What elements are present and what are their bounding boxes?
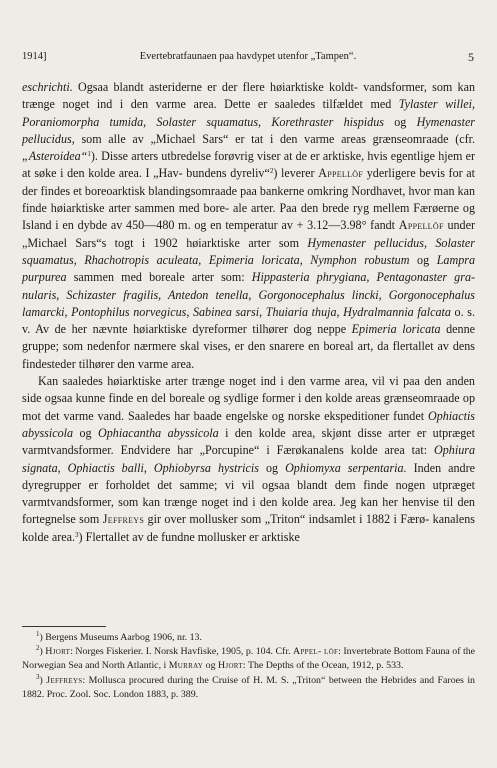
header-running-title: Evertebratfaunaen paa havdypet utenfor „Tampen“. <box>139 51 357 62</box>
text-run: dybde av 450—480 m. og en temperatur av + 3.12—3.98° fandt <box>77 218 396 233</box>
text-run: Nordhavet, hvor man kan finde høiarktiske arter sammen med bore- <box>22 183 476 216</box>
text-run: : The Depths of the Ocean, 1912, p. 533. <box>242 660 404 672</box>
text-run: o. s. v. Av de her nævnte <box>22 304 475 337</box>
text-run: fundet <box>393 408 428 423</box>
text-run: ) leverer <box>273 166 319 181</box>
text-run: har „Porcupine“ i Færøkanalens kolde area tat: <box>177 443 434 458</box>
text-run: Inden andre dyregrupper er forholdet det samme; vi vil ogsaa blandt <box>22 460 476 492</box>
author-name: Appel- <box>293 646 322 658</box>
text-run: gir over mollusker som „Triton“ indsamlet i 1882 i Færø- <box>144 512 430 527</box>
text-run: ). Disse arters utbredelse forøvrig viser at de er <box>90 149 320 164</box>
author-name: Appellöf <box>318 166 364 181</box>
text-run: ) Bergens Museums Aarbog 1906, nr. 13. <box>39 632 202 643</box>
text-run: eschrichti. <box>22 80 73 94</box>
footnote-3 <box>22 674 475 702</box>
text-run: arktiske, hvis egentlige hjem er at søke i den kolde area. I „Hav- <box>22 149 475 181</box>
footnote-ref-3: 3 <box>75 530 79 539</box>
text-run: Ophiomyxa serpentaria. <box>285 460 407 475</box>
text-run: ) Flertallet av de fundne mollusker er arktiske <box>78 529 300 544</box>
text-run: vandsformer, som kan trænge noget ind i den varme area. Dette <box>22 80 476 112</box>
text-run: gruppe; som nedenfor nærmere skal vises, er den snarere en boreal <box>22 339 354 354</box>
text-run: Ophiacantha abyssicola <box>98 425 219 440</box>
author-name: Jeffreys <box>46 674 83 686</box>
footnote-marker: 1 <box>36 630 40 638</box>
text-run: Thuiaria thuja, Hydralmannia falcata <box>265 304 451 319</box>
footnote-marker: 2 <box>36 644 40 653</box>
text-run: og <box>203 660 218 672</box>
text-run: som alle av „Michael Sars“ er tat i den varme areas grænseomraade <box>81 131 449 146</box>
text-run: Solaster squamatus, Korethraster hispidus <box>156 114 384 129</box>
footnote-1 <box>22 631 475 645</box>
text-run: Tylaster willei, Poraniomorpha tumida, <box>22 97 475 129</box>
text-run: yderligere bevis for at der <box>22 166 475 198</box>
text-run: Hymenaster pellucidus, Solaster squamatus, Rhachotropis aculeata, <box>22 235 475 267</box>
text-run: Ophiactis abyssicola <box>22 408 476 440</box>
header-year: 1914] <box>22 51 47 62</box>
page-number: 5 <box>468 50 474 64</box>
text-run: (cfr. <box>455 131 476 146</box>
text-run: og <box>383 114 417 129</box>
text-run: høiarktiske dyreformer tilhører dog neppe <box>133 322 352 337</box>
text-run: area, vil vi paa den anden side ogsaa kunne finde en del boreale <box>22 374 475 406</box>
text-run: area, skjønt disse arter er utpræget varmtvandsformer. Endvidere <box>22 425 475 458</box>
text-run: og <box>73 425 99 440</box>
author-name: löf <box>324 646 339 658</box>
text-run: dem finde nogen utpræget varmtvandsformer, som kan trænge noget <box>22 477 475 510</box>
text-run: bundens dyreliv“ <box>186 166 270 181</box>
text-run: nularis, Schizaster fragilis, Antedon tenella, Gorgonocephalus lincki, <box>22 287 382 302</box>
text-run: „Asteroidea“ <box>22 149 88 164</box>
text-run: i den kolde <box>218 425 286 440</box>
body-text <box>22 79 475 546</box>
text-run: denne <box>440 322 475 337</box>
text-run: ind i den kolde area. Jeg kan her henvise til den fortegnelse som <box>22 495 475 527</box>
author-name: Hjort <box>217 660 243 672</box>
footnote-ref-1: 1 <box>87 150 91 159</box>
author-name: Jeffreys <box>102 512 145 527</box>
text-run: og sydlige former i den kolde areas grænseomraade op mot det <box>22 391 475 423</box>
paragraph-1 <box>22 79 475 373</box>
text-run: Lampra purpurea <box>22 252 475 285</box>
text-run: under „Michael Sars“s togt i 1902 høiarktiske arter som <box>22 218 475 250</box>
text-run: Ophiactis balli, Ophiobyrsa hystricis <box>67 460 259 475</box>
text-run: : Mollusca procured during the Cruise of H. M. S. „Triton“ <box>82 674 326 686</box>
text-run: Epimeria loricata, Nymphon robustum <box>208 252 410 267</box>
text-run: Hippasteria phrygiana, Pentagonaster gra- <box>251 270 476 285</box>
text-run: : Invertebrate Bottom Fauna of the Norwegian Sea and North Atlantic, i <box>22 646 476 672</box>
text-run: between the Hebrides and Faroes in 1882. Proc. Zool. Soc. London 1883, p. 389. <box>22 674 475 700</box>
footnote-2 <box>22 645 475 673</box>
text-run: Kan saaledes høiarktiske arter trænge noget ind i den varme <box>38 374 341 389</box>
author-name: Murray <box>168 660 204 672</box>
footnote-divider <box>22 626 106 627</box>
text-run: Ophiura signata, <box>22 443 475 475</box>
text-run: kanalens kolde area. <box>22 512 475 544</box>
paragraph-2 <box>22 373 475 546</box>
text-run: : Norges Fiskerier. I. Norsk Havfiske, 1905, p. 104. Cfr. <box>70 646 294 658</box>
text-run: Gorgonocephalus lamarcki, Pontophilus norvegicus, Sabinea sarsi, <box>22 287 475 319</box>
text-run: og <box>409 252 437 267</box>
text-run: findes et boreoarktisk blandingsomraade paa bankerne omkring <box>40 183 349 198</box>
text-run: sammen <box>66 270 115 285</box>
text-run: Hymenaster pellucidus, <box>22 114 476 146</box>
text-run: ) <box>39 646 46 658</box>
footnotes <box>22 631 475 702</box>
text-run: og <box>258 460 286 475</box>
text-run: art, da flertallet av dens findesteder tilhører den varme area. <box>22 339 476 371</box>
text-run: varme vand. Saaledes har baade engelske og norske ekspeditioner <box>63 408 390 423</box>
footnote-marker: 3 <box>36 672 40 681</box>
text-run: ale arter. Paa den brede ryg mellem Færøerne og Island i en <box>22 201 475 233</box>
author-name: Appellöf <box>398 218 444 233</box>
text-run: er saaledes tilfældet med <box>257 97 399 112</box>
text-run: ) <box>39 674 47 686</box>
text-run: Ogsaa blandt asteriderne er der flere høiarktiske koldt- <box>72 80 358 94</box>
author-name: Hjort <box>45 646 71 658</box>
text-run: med boreale arter som: <box>121 270 252 285</box>
footnote-ref-2: 2 <box>269 167 274 176</box>
text-run: Epimeria loricata <box>351 322 441 337</box>
